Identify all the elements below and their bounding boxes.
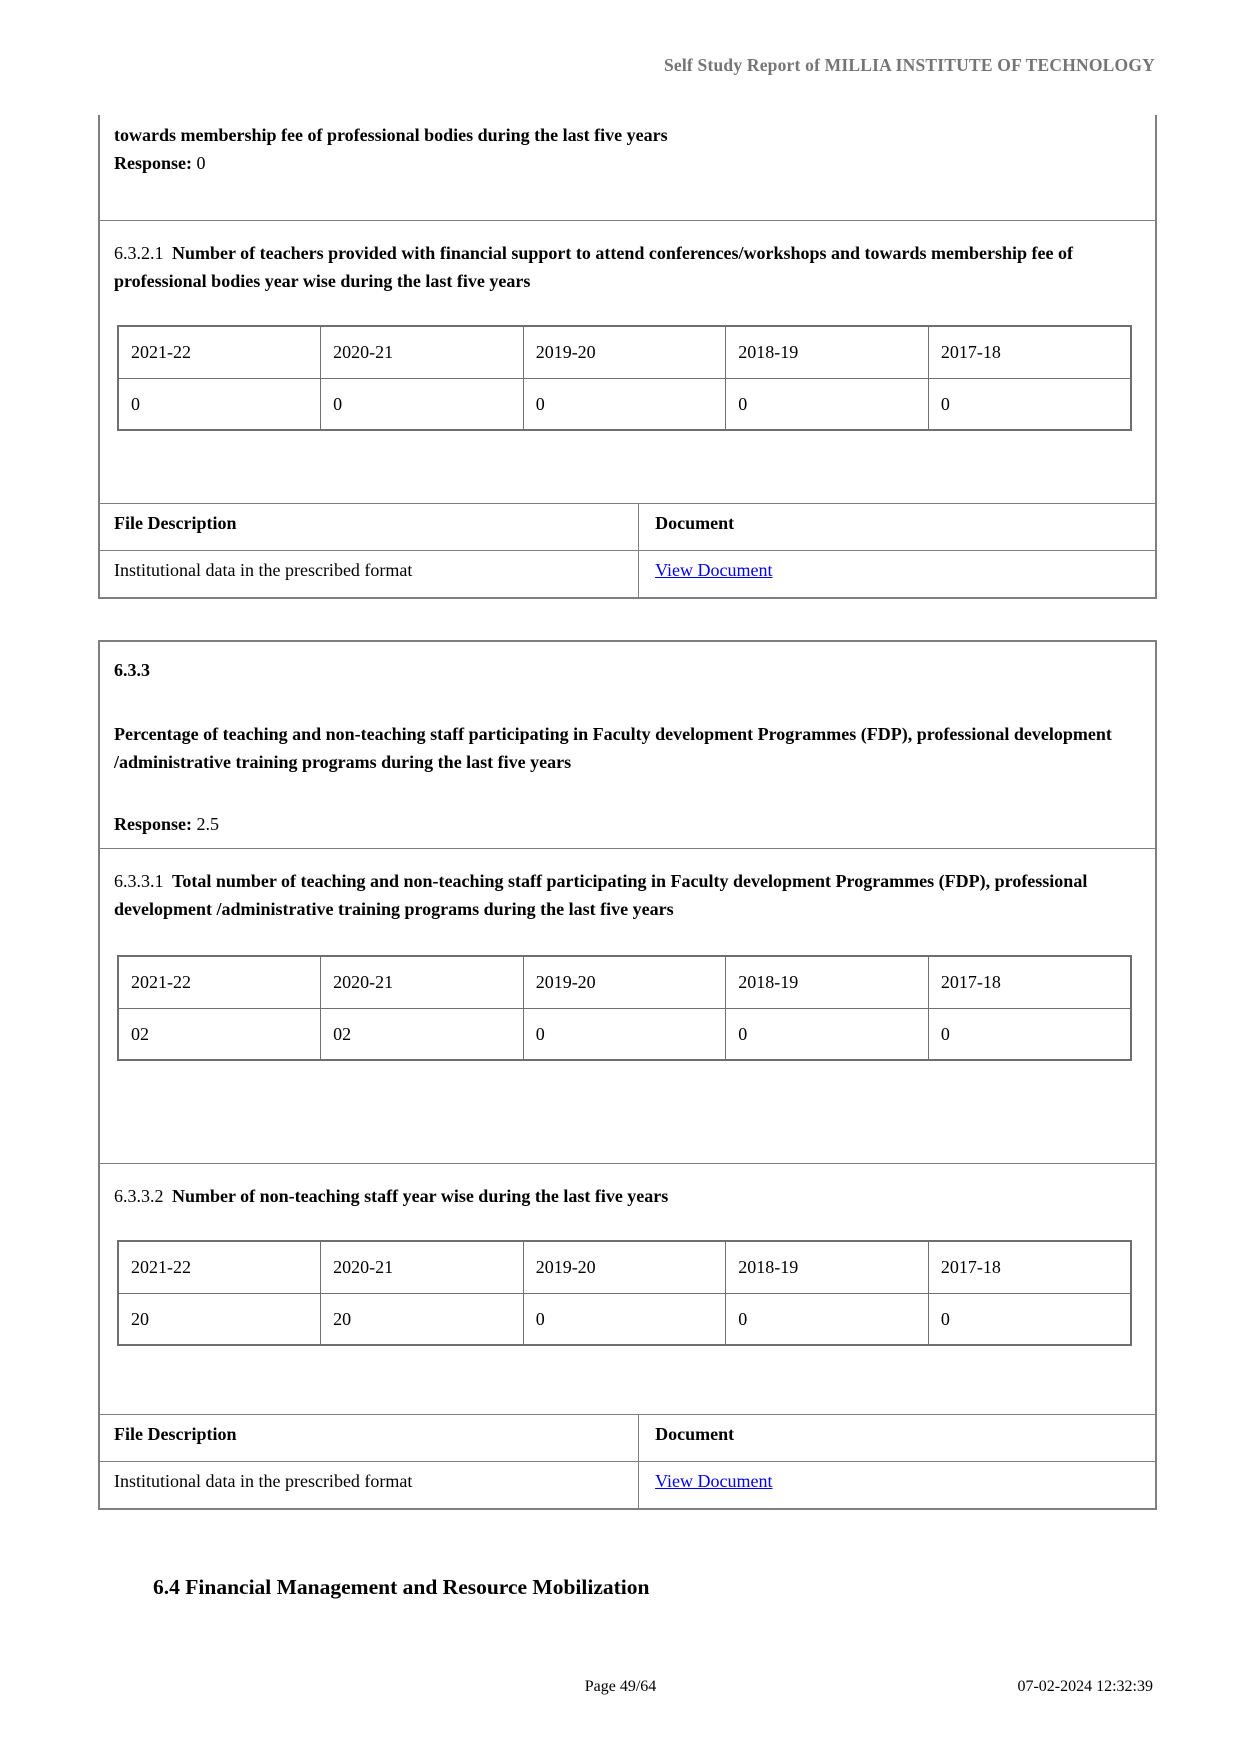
file-description-cell: Institutional data in the prescribed format [100, 1462, 639, 1508]
year-value-cell: 0 [726, 378, 929, 430]
metric-6-3-3-question: Percentage of teaching and non-teaching staff participating in Faculty development Programmes (FDP), professional development /administrative training programs during the last five years [114, 724, 1112, 772]
sub-metric-6-3-3-1-cell [100, 848, 1155, 1163]
year-header-cell: 2018-19 [726, 326, 929, 378]
year-value-cell: 0 [726, 1293, 929, 1345]
metric-6-3-2-box [98, 115, 1157, 599]
sub-metric-text: Number of teachers provided with financial support to attend conferences/workshops and towards membership fee of professional bodies year wise during the last five years [114, 243, 1073, 291]
year-header-cell: 2021-22 [118, 1241, 321, 1293]
year-header-row [118, 956, 1131, 1008]
metric-6-3-2-question-cell [100, 115, 1155, 220]
year-value-cell: 0 [523, 1008, 726, 1060]
year-header-cell: 2018-19 [726, 956, 929, 1008]
sub-metric-text: Number of non-teaching staff year wise during the last five years [172, 1186, 669, 1206]
sub-metric-code: 6.3.2.1 [114, 243, 164, 263]
file-description-header-row [100, 503, 1155, 550]
year-header-cell: 2017-18 [928, 956, 1131, 1008]
sub-metric-6-3-3-2-heading [114, 1182, 1141, 1210]
year-header-cell: 2020-21 [321, 1241, 524, 1293]
view-document-link[interactable]: View Document [655, 560, 773, 580]
year-value-cell: 02 [118, 1008, 321, 1060]
year-header-cell: 2019-20 [523, 326, 726, 378]
sub-metric-6-3-3-1-heading [114, 867, 1141, 923]
sub-metric-text: Total number of teaching and non-teaching staff participating in Faculty development Programmes (FDP), professional development /administrative training programs during the last five years [114, 871, 1088, 919]
document-cell [639, 1462, 1155, 1508]
year-value-row [118, 1293, 1131, 1345]
response-label: Response: [114, 814, 193, 834]
year-header-cell: 2020-21 [321, 326, 524, 378]
year-value-cell: 0 [928, 378, 1131, 430]
sub-metric-6-3-3-2-cell [100, 1163, 1155, 1414]
file-description-header: File Description [100, 1415, 639, 1461]
page-header [0, 0, 1241, 115]
year-header-cell: 2019-20 [523, 1241, 726, 1293]
response-value: 2.5 [196, 814, 220, 834]
spacer [98, 599, 1157, 640]
year-value-cell: 0 [118, 378, 321, 430]
year-header-row [118, 326, 1131, 378]
year-value-cell: 0 [523, 378, 726, 430]
year-value-row [118, 1008, 1131, 1060]
section-heading-6-4: 6.4 Financial Management and Resource Mobilization [153, 1575, 650, 1599]
sub-metric-code: 6.3.3.1 [114, 871, 164, 891]
year-header-cell: 2017-18 [928, 326, 1131, 378]
year-header-cell: 2019-20 [523, 956, 726, 1008]
year-header-cell: 2018-19 [726, 1241, 929, 1293]
year-value-cell: 20 [118, 1293, 321, 1345]
file-description-header: File Description [100, 504, 639, 550]
sub-metric-code: 6.3.3.2 [114, 1186, 164, 1206]
year-table-6-3-3-2 [117, 1240, 1132, 1346]
response-label: Response: [114, 153, 193, 173]
year-value-cell: 0 [726, 1008, 929, 1060]
file-description-header-row [100, 1414, 1155, 1461]
year-value-cell: 0 [321, 378, 524, 430]
document-header: Document [655, 1424, 735, 1444]
year-header-cell: 2020-21 [321, 956, 524, 1008]
year-table-6-3-2-1 [117, 325, 1132, 431]
year-value-cell: 0 [523, 1293, 726, 1345]
document-cell [639, 551, 1155, 597]
file-description-data-row [100, 1461, 1155, 1508]
response-line-6-3-3 [114, 810, 1141, 838]
year-value-cell: 20 [321, 1293, 524, 1345]
metric-6-3-3-question-cell [100, 642, 1155, 848]
year-header-cell: 2017-18 [928, 1241, 1131, 1293]
file-description-cell: Institutional data in the prescribed format [100, 551, 639, 597]
page-footer [0, 1678, 1241, 1696]
sub-metric-6-3-2-1-cell [100, 220, 1155, 503]
file-description-data-row [100, 550, 1155, 597]
question-continuation-text: towards membership fee of professional bodies during the last five years [114, 125, 668, 145]
year-header-cell: 2021-22 [118, 326, 321, 378]
page-content [98, 115, 1157, 1602]
response-line-6-3-2 [114, 149, 1141, 177]
footer-page-number: Page 49/64 [584, 1678, 657, 1695]
report-title: Self Study Report of MILLIA INSTITUTE OF TECHNOLOGY [663, 55, 1155, 75]
document-header: Document [655, 513, 735, 533]
year-header-cell: 2021-22 [118, 956, 321, 1008]
metric-code-6-3-3: 6.3.3 [114, 660, 150, 680]
metric-6-3-3-box [98, 640, 1157, 1510]
year-value-cell: 0 [928, 1008, 1131, 1060]
sub-metric-6-3-2-1-heading [114, 239, 1141, 295]
year-value-cell: 0 [928, 1293, 1131, 1345]
year-header-row [118, 1241, 1131, 1293]
year-table-6-3-3-1 [117, 955, 1132, 1061]
year-value-row [118, 378, 1131, 430]
response-value: 0 [196, 153, 206, 173]
view-document-link[interactable]: View Document [655, 1471, 773, 1491]
year-value-cell: 02 [321, 1008, 524, 1060]
footer-timestamp: 07-02-2024 12:32:39 [1017, 1678, 1153, 1695]
